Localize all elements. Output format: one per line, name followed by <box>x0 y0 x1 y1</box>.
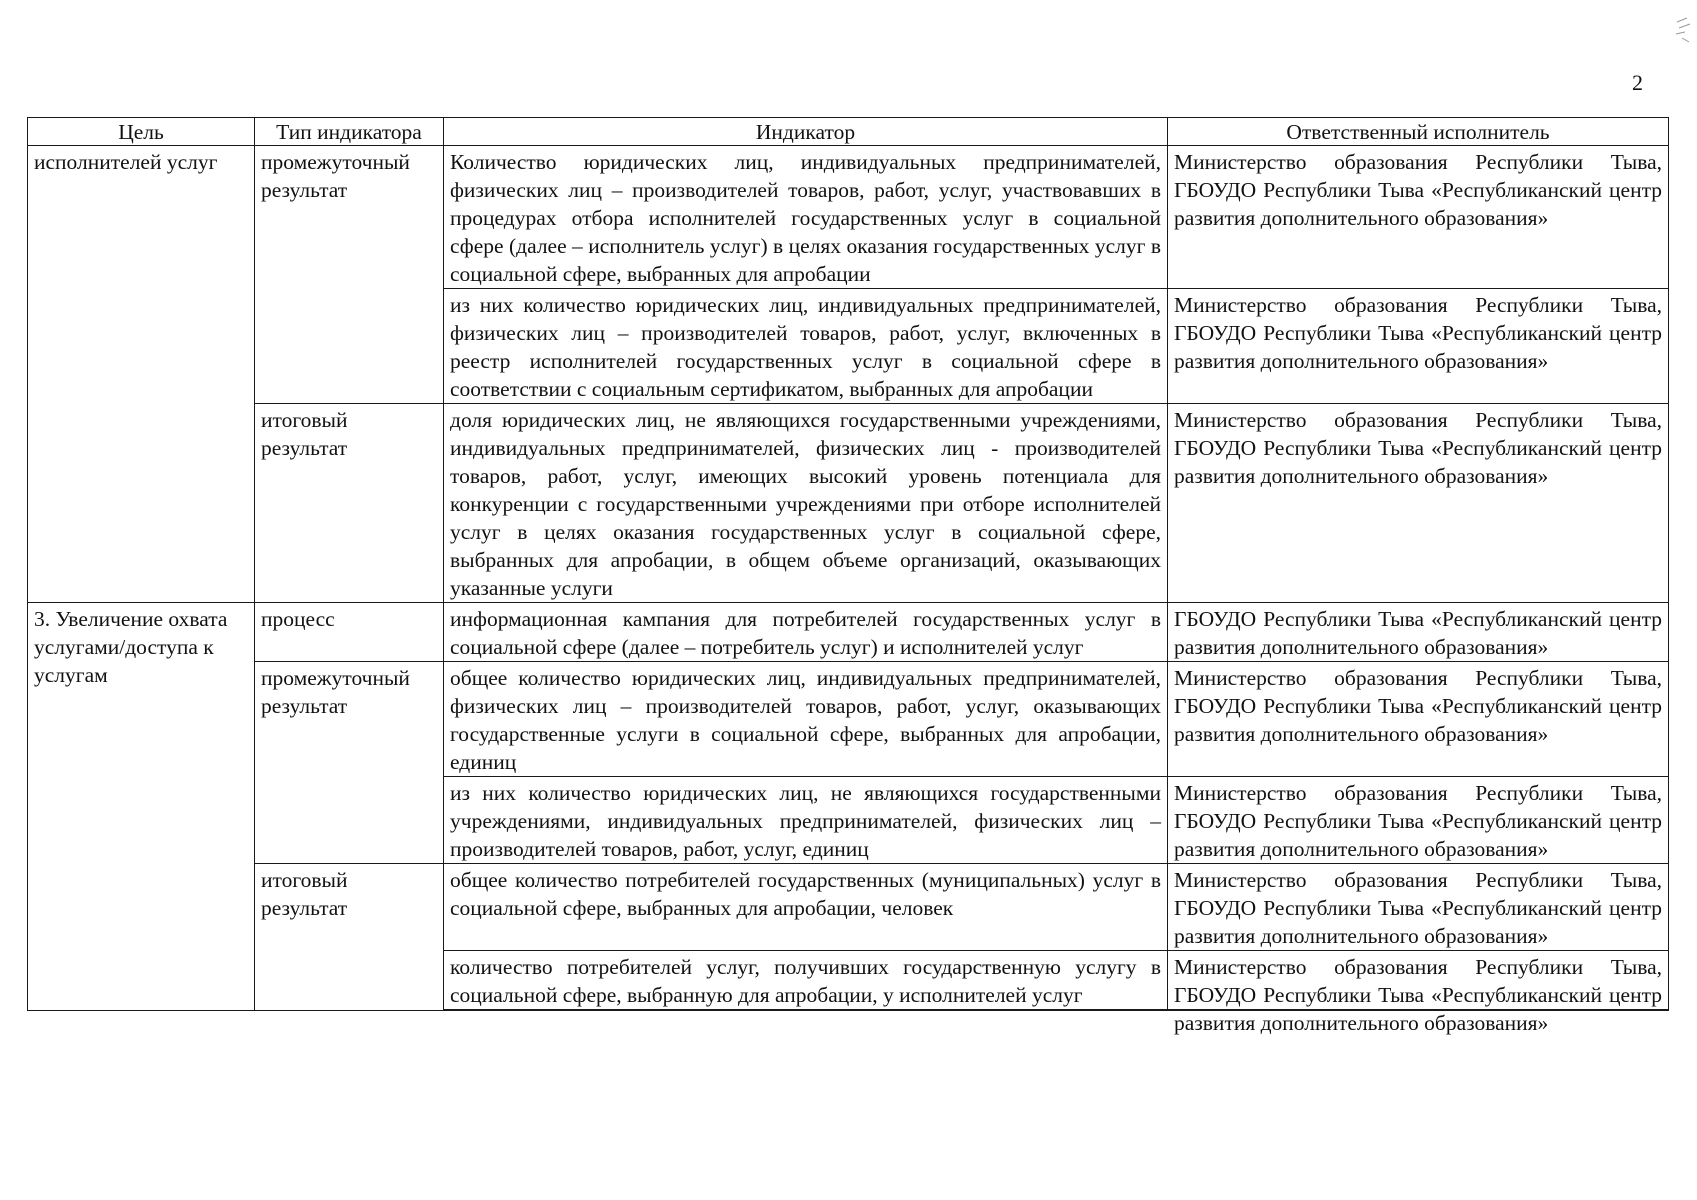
header-indicator: Индикатор <box>444 118 1168 146</box>
table-row <box>28 603 1669 662</box>
indicator-cell <box>444 951 1168 1011</box>
type-cell: итоговый результат <box>255 404 444 603</box>
header-executor: Ответственный исполнитель <box>1168 118 1669 146</box>
table-row <box>28 404 1669 603</box>
goal-cell: 3. Увеличение охвата услугами/доступа к услугам <box>28 603 255 1011</box>
executor-cell: Министерство образования Республики Тыва, ГБОУДО Республики Тыва «Республиканский центр развития дополнительного образования» <box>1168 146 1669 289</box>
page-number: 2 <box>1632 70 1643 95</box>
indicator-cell: общее количество потребителей государственных (муниципальных) услуг в социальной сфере, выбранных для апробации, человек <box>444 864 1168 951</box>
indicator-cell: из них количество юридических лиц, не являющихся государственными учреждениями, индивидуальных предпринимателей, физических лиц – производителей товаров, работ, услуг, единиц <box>444 777 1168 864</box>
table-row <box>28 864 1669 951</box>
header-indicator-type: Тип индикатора <box>255 118 444 146</box>
executor-cell: Министерство образования Республики Тыва, ГБОУДО Республики Тыва «Республиканский центр развития дополнительного образования» <box>1168 662 1669 777</box>
type-cell: процесс <box>255 603 444 662</box>
indicator-cell: из них количество юридических лиц, индивидуальных предпринимателей, физических лиц – производителей товаров, работ, услуг, включенных в реестр исполнителей государственных услуг в социальной сфере в соответствии с социальным сертификатом, выбранных для апробации <box>444 289 1168 404</box>
executor-cell: Министерство образования Республики Тыва, ГБОУДО Республики Тыва «Республиканский центр развития дополнительного образования» <box>1168 289 1669 404</box>
table-row <box>28 662 1669 777</box>
indicators-table <box>27 117 1669 1035</box>
indicator-cell: информационная кампания для потребителей государственных услуг в социальной сфере (далее – потребитель услуг) и исполнителей услуг <box>444 603 1168 662</box>
type-cell: промежуточный результат <box>255 146 444 404</box>
type-cell: промежуточный результат <box>255 662 444 864</box>
executor-cell <box>1168 951 1669 1035</box>
executor-cell: Министерство образования Республики Тыва, ГБОУДО Республики Тыва «Республиканский центр развития дополнительного образования» <box>1168 777 1669 864</box>
indicator-cell: доля юридических лиц, не являющихся государственными учреждениями, индивидуальных предпринимателей, физических лиц - производителей товаров, работ, услуг, имеющих высокий уровень потенциала для конкуренции с государственными учреждениями при отборе исполнителей услуг в целях оказания государственных услуг в социальной сфере, выбранных для апробации, в общем объеме организаций, оказывающих указанные услуги <box>444 404 1168 603</box>
indicator-cell: общее количество юридических лиц, индивидуальных предпринимателей, физических лиц – производителей товаров, работ, услуг, оказывающих государственные услуги в социальной сфере, выбранных для апробации, единиц <box>444 662 1168 777</box>
executor-text: Министерство образования Республики Тыва, ГБОУДО Республики Тыва «Республиканский центр развития дополнительного образования» <box>1174 955 1662 1035</box>
table-header-row <box>28 118 1669 146</box>
table-row <box>28 146 1669 289</box>
header-goal: Цель <box>28 118 255 146</box>
type-cell: итоговый результат <box>255 864 444 1011</box>
executor-cell: Министерство образования Республики Тыва, ГБОУДО Республики Тыва «Республиканский центр развития дополнительного образования» <box>1168 404 1669 603</box>
goal-cell: исполнителей услуг <box>28 146 255 603</box>
indicator-cell: Количество юридических лиц, индивидуальных предпринимателей, физических лиц – производителей товаров, работ, услуг, участвовавших в процедурах отбора исполнителей государственных услуг в социальной сфере (далее – исполнитель услуг) в целях оказания государственных услуг в социальной сфере, выбранных для апробации <box>444 146 1168 289</box>
indicator-text: количество потребителей услуг, получивших государственную услугу в социальной сфере, выбранную для апробации, у исполнителей услуг <box>450 955 1161 1007</box>
scan-mark-icon <box>1673 16 1693 44</box>
executor-cell: ГБОУДО Республики Тыва «Республиканский центр развития дополнительного образования» <box>1168 603 1669 662</box>
executor-cell: Министерство образования Республики Тыва, ГБОУДО Республики Тыва «Республиканский центр развития дополнительного образования» <box>1168 864 1669 951</box>
